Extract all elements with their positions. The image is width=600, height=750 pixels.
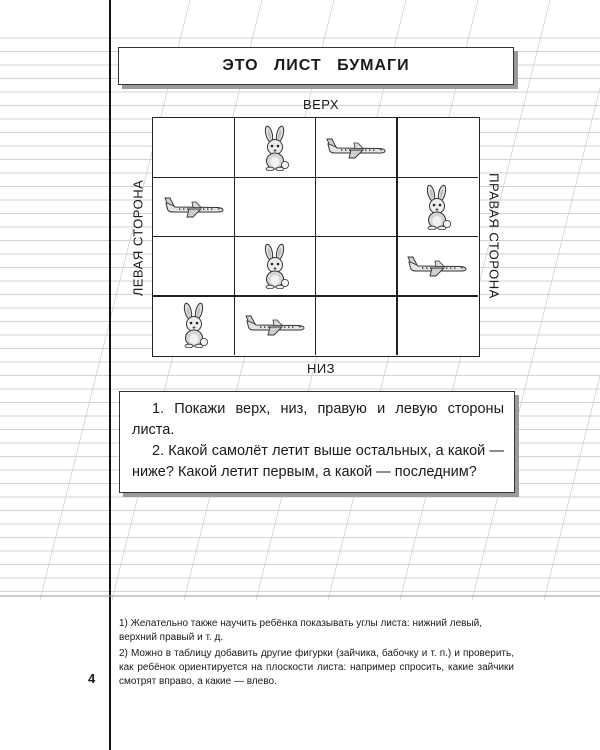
airplane-icon	[244, 313, 306, 337]
grid-cell-1-2	[234, 118, 315, 177]
grid-cell-2-4	[397, 177, 478, 236]
label-top: ВЕРХ	[302, 97, 340, 112]
airplane-icon	[163, 195, 225, 219]
page-number: 4	[88, 671, 96, 686]
footnote-2: 2) Можно в таблицу добавить другие фигурки (зайчика, бабочку и т. п.) и проверить, как ребёнок ориентируется на плоскости листа: например спросить, какие зайчики смотрят вправо, а какие — влево.	[119, 648, 514, 687]
task-box	[119, 391, 515, 493]
airplane-icon	[406, 254, 468, 278]
rabbit-icon	[255, 125, 295, 171]
grid-cell-2-1	[153, 177, 234, 236]
rabbit-icon	[417, 184, 457, 230]
rabbit-icon	[174, 302, 214, 348]
grid-cell-3-4	[397, 237, 478, 296]
grid-cell-1-3	[316, 118, 397, 177]
grid-cell-3-2	[234, 237, 315, 296]
label-right: ПРАВАЯ СТОРОНА	[486, 173, 502, 299]
footnote-1: 1) Желательно также научить ребёнка показывать углы листа: нижний левый, верхний правый и т. д.	[119, 618, 482, 643]
footnotes	[119, 617, 514, 689]
airplane-icon	[325, 136, 387, 160]
rabbit-icon	[255, 243, 295, 289]
grid-cell-4-2	[234, 296, 315, 355]
label-left: ЛЕВАЯ СТОРОНА	[130, 179, 146, 297]
grid-cell-4-1	[153, 296, 234, 355]
label-bottom: НИЗ	[306, 361, 336, 376]
task-1: 1. Покажи верх, низ, правую и левую стороны листа.	[132, 401, 504, 438]
paper-grid	[152, 117, 480, 357]
task-2: 2. Какой самолёт летит выше остальных, а какой — ниже? Какой летит первым, а какой — последним?	[132, 443, 504, 480]
page-title: ЭТО ЛИСТ БУМАГИ	[118, 47, 514, 85]
